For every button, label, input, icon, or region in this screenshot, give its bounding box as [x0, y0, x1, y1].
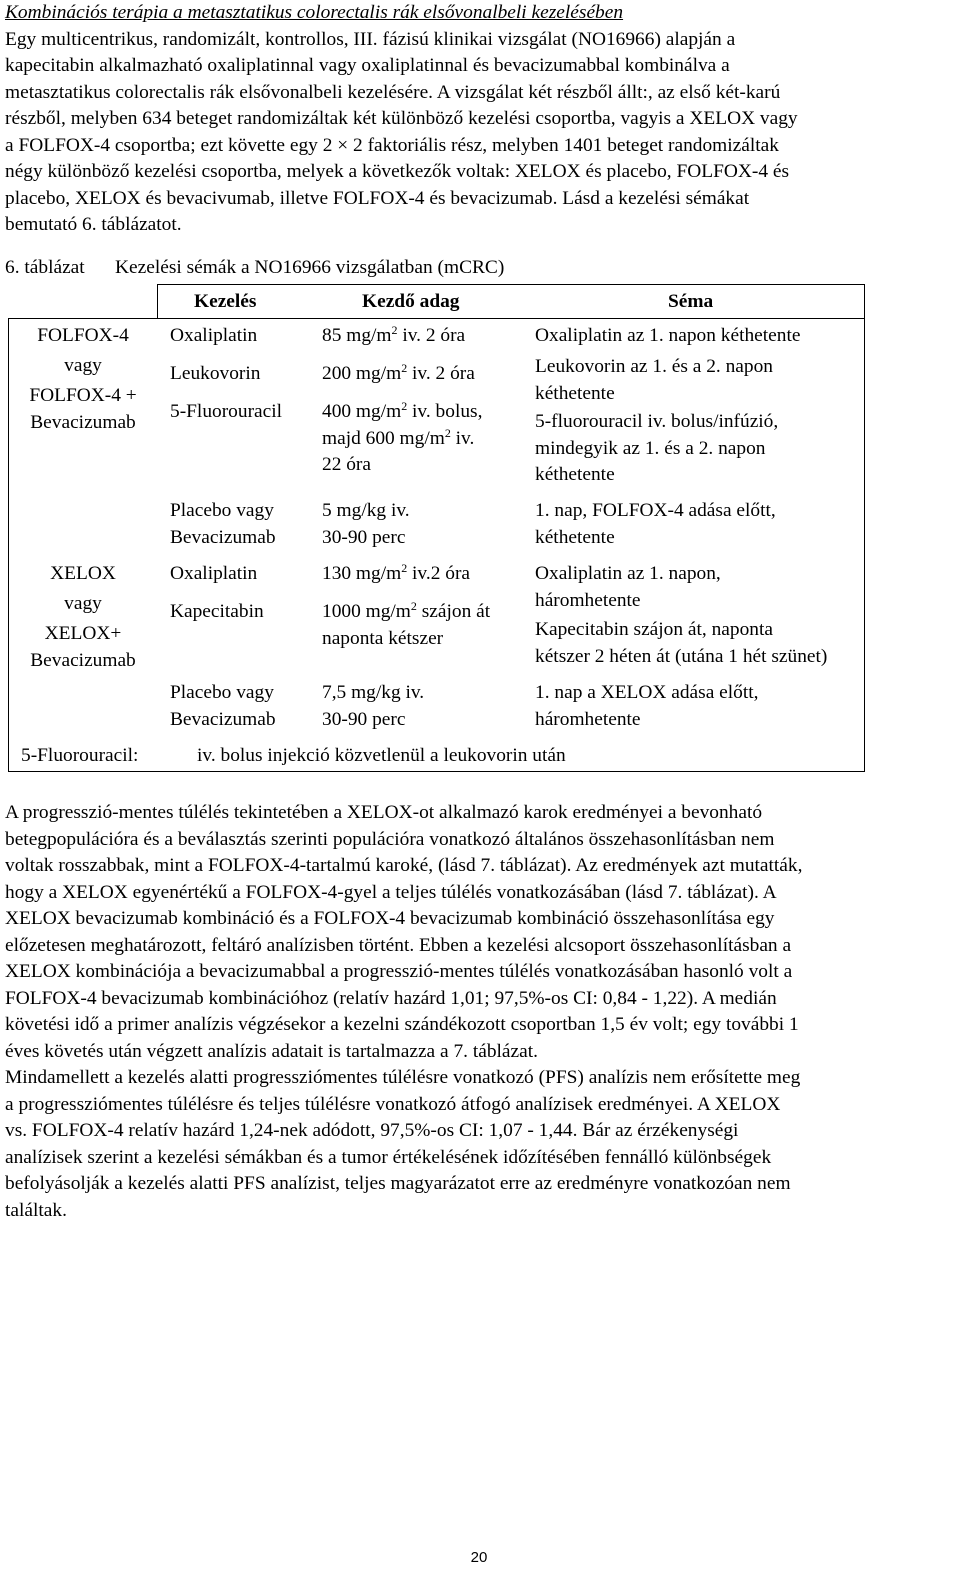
dose-oxaliplatin: 85 $mg/m^2$ iv. 2 óra	[322, 323, 466, 346]
section-heading: Kombinációs terápia a metasztatikus colorectalis rák elsővonalbeli kezelésében	[5, 2, 624, 23]
group-label-folfox: FOLFOX-4 vagy FOLFOX-4 + Bevacizumab	[29, 325, 137, 433]
results-paragraph	[5, 800, 953, 1065]
text-line: placebo, XELOX és bevacivumab, illetve FOLFOX-4 és bevacizumab. Lásd a kezelési sémákat	[5, 187, 750, 209]
intro-paragraph	[5, 27, 953, 239]
schema-leukovorin: Leukovorin az 1. és a 2. napon kéthetente	[535, 356, 773, 404]
dose-oxaliplatin-xelox: 130 $mg/m^2$ iv.2 óra	[322, 561, 471, 584]
text-line: a FOLFOX-4 csoportba; ezt követte egy 2 × 2 faktoriális rész, melyben 1401 beteget randomizáltak	[5, 134, 779, 156]
footnote-label: 5-Fluorouracil:	[21, 745, 139, 766]
text-line: kapecitabin alkalmazható oxaliplatinnal vagy oxaliplatinnal és bevacizumabbal kombinálva a	[5, 55, 730, 76]
text-line: A progresszió-mentes túlélés tekintetében a XELOX-ot alkalmazó karok eredményei a bevonható	[5, 802, 763, 823]
document-page	[5, 0, 953, 1566]
header-sema: Séma	[668, 291, 714, 312]
schema-kapecitabin: Kapecitabin szájon át, naponta kétszer 2 héten át (utána 1 hét szünet)	[535, 619, 828, 667]
text-line: XELOX kombinációja a bevacizumabbal a progresszió-mentes túlélés vonatkozásában hasonló volt a	[5, 961, 793, 982]
text-line: bemutató 6. táblázatot.	[5, 214, 182, 235]
text-line: voltak rosszabbak, mint a FOLFOX-4-tartalmú karoké, (lásd 7. táblázat). Az eredmények azt mutatták,	[5, 855, 803, 876]
drug-5-fluorouracil: 5-Fluorouracil	[170, 401, 283, 422]
dose-placebo-bevacizumab: 5 mg/kg iv. 30-90 perc	[322, 500, 410, 548]
schema-placebo-bevacizumab: 1. nap, FOLFOX-4 adása előtt, kéthetente	[535, 500, 776, 548]
drug-leukovorin: Leukovorin	[170, 363, 261, 384]
drug-kapecitabin: Kapecitabin	[170, 601, 264, 622]
pfs-paragraph	[5, 1065, 953, 1224]
drug-oxaliplatin: Oxaliplatin	[170, 325, 258, 346]
schema-placebo-bevacizumab-xelox: 1. nap a XELOX adása előtt, háromhetente	[535, 682, 759, 730]
schema-5-fluorouracil: 5-fluorouracil iv. bolus/infúzió, mindegyik az 1. és a 2. napon kéthetente	[535, 411, 779, 485]
footnote-text: iv. bolus injekció közvetlenül a leukovorin után	[197, 745, 566, 766]
header-kezdo-adag: Kezdő adag	[362, 291, 460, 312]
page-number: 20	[470, 1549, 488, 1566]
table-title: Kezelési sémák a NO16966 vizsgálatban (mCRC)	[115, 256, 505, 278]
text-line: négy különböző kezelési csoportba, melyek a következők voltak: XELOX és placebo, FOLFOX-4 és	[5, 161, 790, 182]
text-line: FOLFOX-4 bevacizumab kombinációhoz (relatív hazárd 1,01; 97,5%-os CI: 0,84 - 1,22). A medián	[5, 987, 777, 1009]
treatment-table	[8, 284, 865, 772]
drug-placebo-bevacizumab: Placebo vagy Bevacizumab	[170, 500, 276, 548]
drug-placebo-bevacizumab-xelox: Placebo vagy Bevacizumab	[170, 682, 276, 730]
text-line: analízisek szerint a kezelési sémákban és a tumor értékelésének időzítésében fennálló különbségek	[5, 1146, 772, 1168]
text-line: befolyásolják a kezelés alatti PFS analízist, teljes magyarázatot erre az eredményre vonatkozóan nem	[5, 1173, 791, 1194]
text-line: XELOX bevacizumab kombináció és a FOLFOX-4 bevacizumab kombináció összehasonlítása egy	[5, 908, 775, 929]
table-caption	[5, 255, 953, 282]
dose-5-fluorouracil: 400 $mg/m^2$ iv. bolus, majd 600 $mg/m^2$ iv. 22 óra	[322, 399, 483, 475]
text-line: találtak.	[5, 1199, 67, 1221]
dose-placebo-bevacizumab-xelox: 7,5 mg/kg iv. 30-90 perc	[322, 682, 425, 730]
dose-kapecitabin: 1000 $mg/m^2$ szájon át naponta kétszer	[322, 599, 491, 649]
text-line: előzetesen meghatározott, feltáró analízisben történt. Ebben a kezelési alcsoport összehasonlításban a	[5, 934, 792, 956]
table-number: 6. táblázat	[5, 256, 85, 278]
text-line: hogy a XELOX egyenértékű a FOLFOX-4-gyel a teljes túlélés vonatkozásában (lásd 7. táblázat). A	[5, 881, 777, 903]
text-line: betegpopulációra és a beválasztás szerinti populációra vonatkozó általános összehasonlításban nem	[5, 828, 775, 850]
group-label-xelox: XELOX vagy XELOX+ Bevacizumab	[30, 563, 136, 671]
dose-leukovorin: 200 $mg/m^2$ iv. 2 óra	[322, 361, 475, 384]
text-line: részből, melyben 634 beteget randomizáltak két különböző kezelési csoportba, vagyis a XELOX vagy	[5, 108, 798, 129]
text-line: Egy multicentrikus, randomizált, kontrollos, III. fázisú klinikai vizsgálat (NO16966) alapján a	[5, 28, 736, 50]
text-line: éves követés után végzett analízis adatait is tartalmazza a 7. táblázat.	[5, 1040, 538, 1062]
drug-oxaliplatin-xelox: Oxaliplatin	[170, 563, 258, 584]
text-line: a progressziómentes túlélésre és teljes túlélésre vonatkozó átfogó analízisek eredményei. A XELOX	[5, 1093, 781, 1115]
schema-oxaliplatin: Oxaliplatin az 1. napon kéthetente	[535, 325, 801, 346]
text-line: vs. FOLFOX-4 relatív hazárd 1,24-nek adódott, 97,5%-os CI: 1,07 - 1,44. Bár az érzékenységi	[5, 1120, 739, 1141]
header-kezeles: Kezelés	[194, 291, 257, 312]
table-body	[8, 318, 865, 772]
schema-oxaliplatin-xelox: Oxaliplatin az 1. napon, háromhetente	[535, 563, 721, 611]
text-line: követési idő a primer analízis végzésekor a kezelni szándékozott csoportban 1,5 év volt; egy további 1	[5, 1014, 799, 1035]
text-line: Mindamellett a kezelés alatti progressziómentes túlélésre vonatkozó (PFS) analízis nem erősítette meg	[5, 1067, 801, 1088]
text-line: metasztatikus colorectalis rák elsővonalbeli kezelésére. A vizsgálat két részből állt:, az első két-karú	[5, 81, 781, 103]
table-header	[157, 284, 865, 318]
